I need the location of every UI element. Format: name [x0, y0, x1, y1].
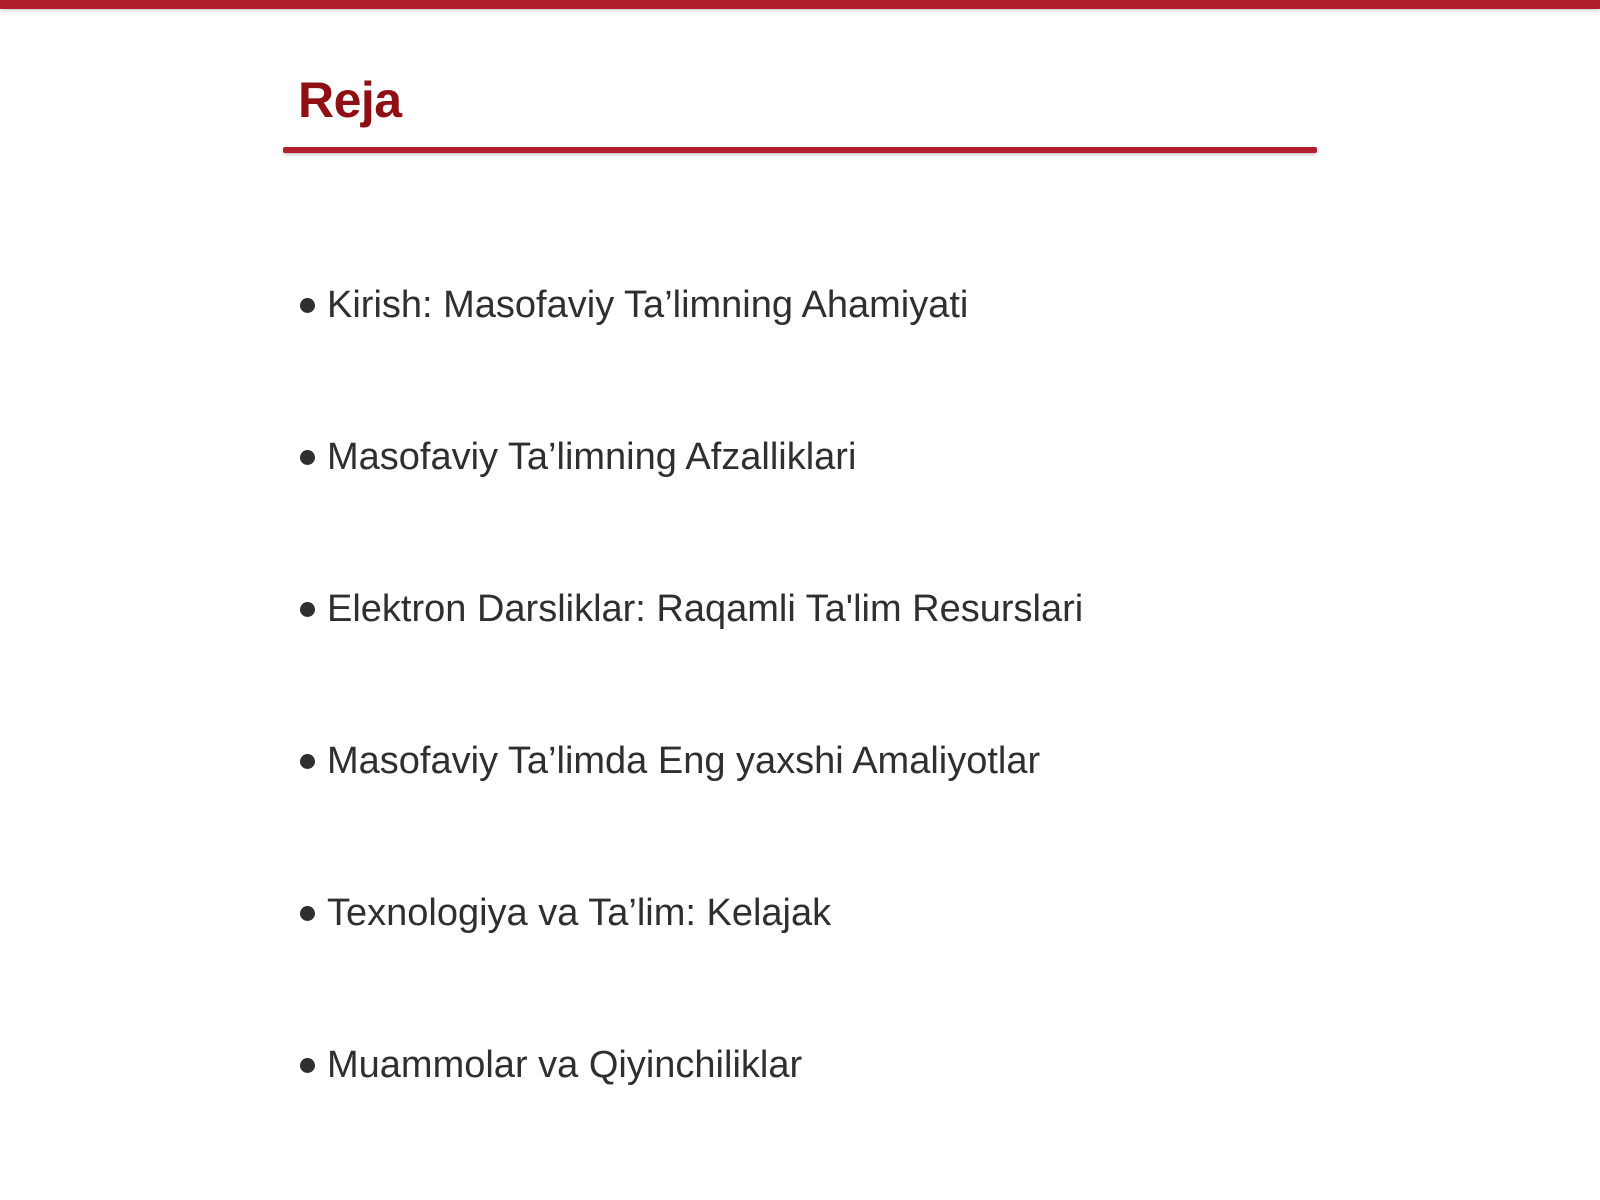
agenda-item-label: Kirish: Masofaviy Ta’limning Ahamiyati [327, 283, 969, 326]
agenda-item-label: Masofaviy Ta’limning Afzalliklari [327, 435, 857, 478]
agenda-item [300, 275, 1083, 335]
agenda-item [300, 731, 1083, 791]
agenda-item-label: Muammolar va Qiyinchiliklar [327, 1043, 803, 1086]
bullet-icon [300, 906, 315, 921]
agenda-item [300, 883, 1083, 943]
bullet-icon [300, 1058, 315, 1073]
agenda-item-label: Elektron Darsliklar: Raqamli Ta'lim Resurslari [327, 587, 1084, 630]
title-underline [283, 147, 1317, 153]
slide-title: Reja [298, 72, 402, 128]
agenda-item [300, 427, 1083, 487]
agenda-list [300, 275, 1083, 1095]
agenda-item [300, 579, 1083, 639]
agenda-item-label: Masofaviy Ta’limda Eng yaxshi Amaliyotlar [327, 739, 1041, 782]
agenda-item-label: Texnologiya va Ta’lim: Kelajak [327, 891, 832, 934]
bullet-icon [300, 602, 315, 617]
top-accent-bar [0, 0, 1600, 9]
agenda-item [300, 1035, 1083, 1095]
bullet-icon [300, 298, 315, 313]
bullet-icon [300, 450, 315, 465]
bullet-icon [300, 754, 315, 769]
